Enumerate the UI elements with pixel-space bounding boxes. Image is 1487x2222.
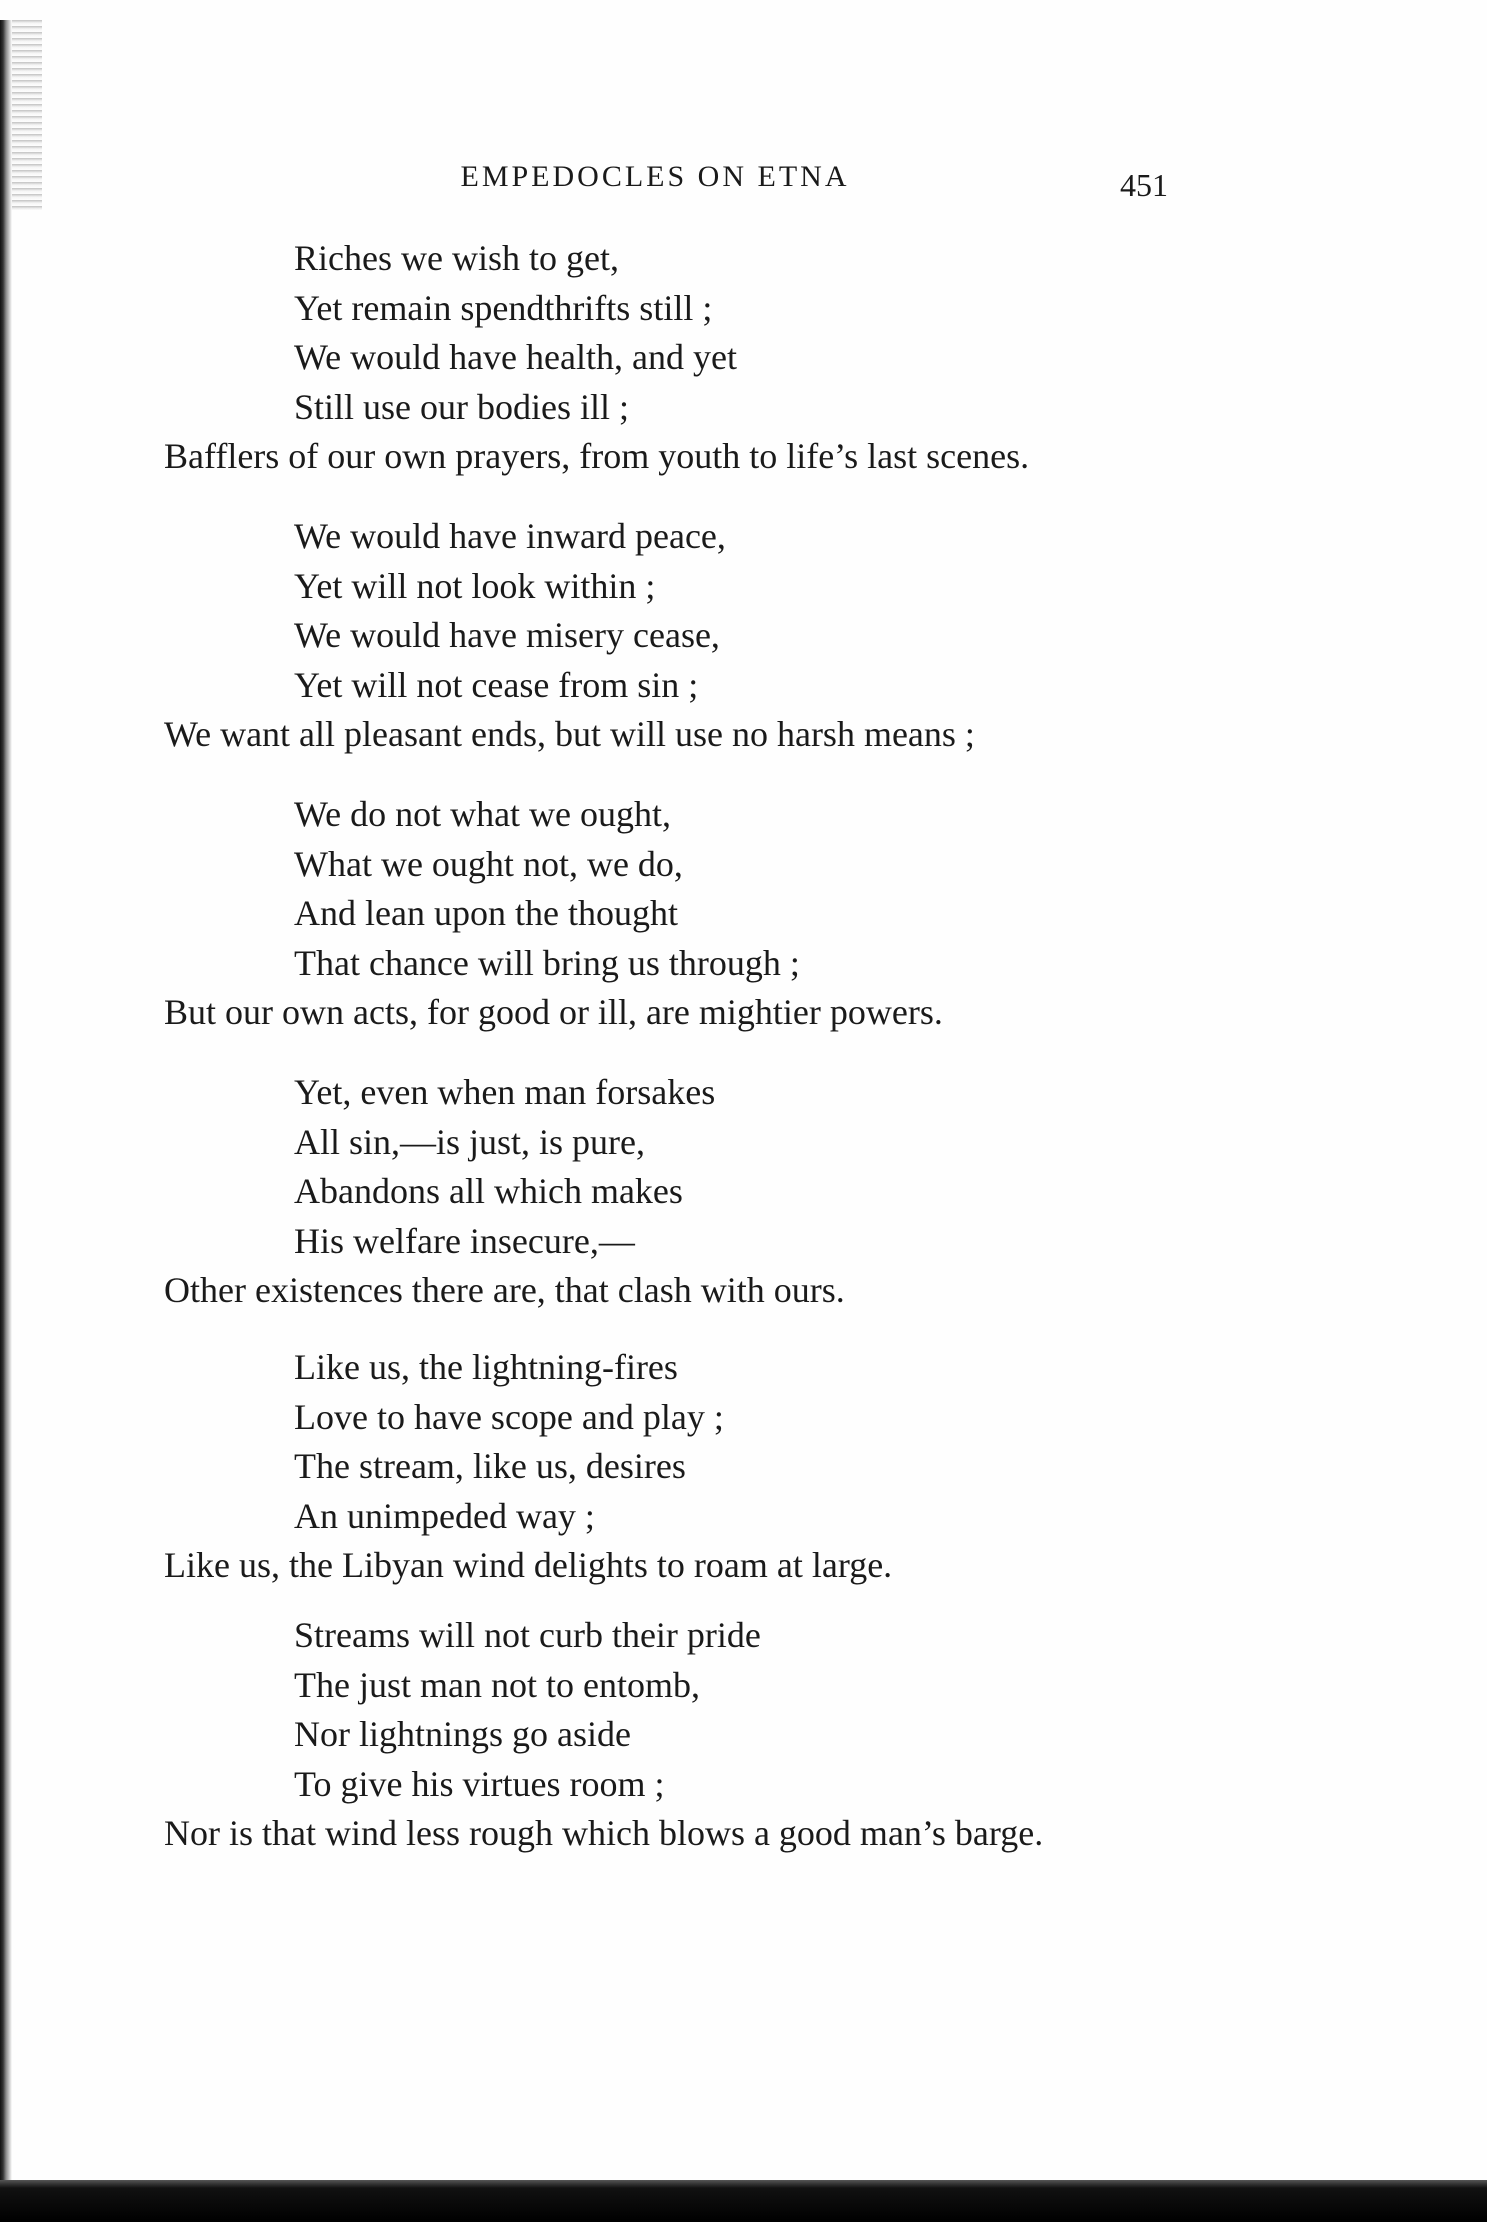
verse-line: That chance will bring us through ; — [294, 942, 800, 983]
verse-line: Streams will not curb their pride — [294, 1615, 761, 1655]
verse-line: Yet, even when man forsakes — [294, 1072, 716, 1112]
verse-line: Yet will not cease from sin ; — [294, 664, 699, 705]
running-header: EMPEDOCLES ON ETNA — [460, 160, 850, 193]
verse-line: We would have health, and yet — [294, 337, 737, 377]
verse-line: Yet will not look within ; — [294, 565, 656, 606]
verse-line: Abandons all which makes — [294, 1171, 683, 1211]
stanza-2 — [0, 512, 1300, 760]
verse-line-refrain: Bafflers of our own prayers, from youth to life’s last scenes. — [164, 436, 1030, 476]
verse-line: Nor lightnings go aside — [294, 1714, 631, 1754]
verse-line: Still use our bodies ill ; — [294, 386, 630, 427]
verse-line: And lean upon the thought — [294, 893, 678, 933]
stanza-3 — [0, 790, 1300, 1038]
verse-line: Like us, the lightning-fires — [294, 1347, 678, 1387]
verse-line-refrain: We want all pleasant ends, but will use no harsh means ; — [164, 714, 975, 754]
verse-line-refrain: But our own acts, for good or ill, are mightier powers. — [164, 992, 943, 1032]
verse-line: Love to have scope and play ; — [294, 1396, 724, 1437]
verse-line: We would have misery cease, — [294, 615, 720, 655]
verse-line: An unimpeded way ; — [294, 1495, 595, 1536]
verse-line: Riches we wish to get, — [294, 238, 619, 278]
verse-line: All sin,—is just, is pure, — [294, 1121, 646, 1162]
verse-line: Yet remain spendthrifts still ; — [294, 287, 713, 328]
page-number: 451 — [1120, 167, 1168, 203]
scan-bottom-edge — [0, 2180, 1487, 2222]
verse-line: We do not what we ought, — [294, 794, 672, 834]
verse-line: We would have inward peace, — [294, 516, 726, 556]
stanza-5 — [0, 1343, 1300, 1591]
verse-line: The just man not to entomb, — [294, 1664, 700, 1705]
verse-line-refrain: Other existences there are, that clash with ours. — [164, 1270, 845, 1310]
verse-line: To give his virtues room ; — [294, 1763, 665, 1804]
stanza-1 — [0, 234, 1300, 482]
verse-line-refrain: Like us, the Libyan wind delights to roam at large. — [164, 1545, 893, 1585]
verse-line: The stream, like us, desires — [294, 1446, 686, 1486]
verse-line-refrain: Nor is that wind less rough which blows a good man’s barge. — [164, 1813, 1044, 1853]
verse-line: What we ought not, we do, — [294, 843, 683, 884]
stanza-6 — [0, 1611, 1300, 1859]
stanza-4 — [0, 1068, 1300, 1316]
verse-line: His welfare insecure,— — [294, 1220, 635, 1261]
